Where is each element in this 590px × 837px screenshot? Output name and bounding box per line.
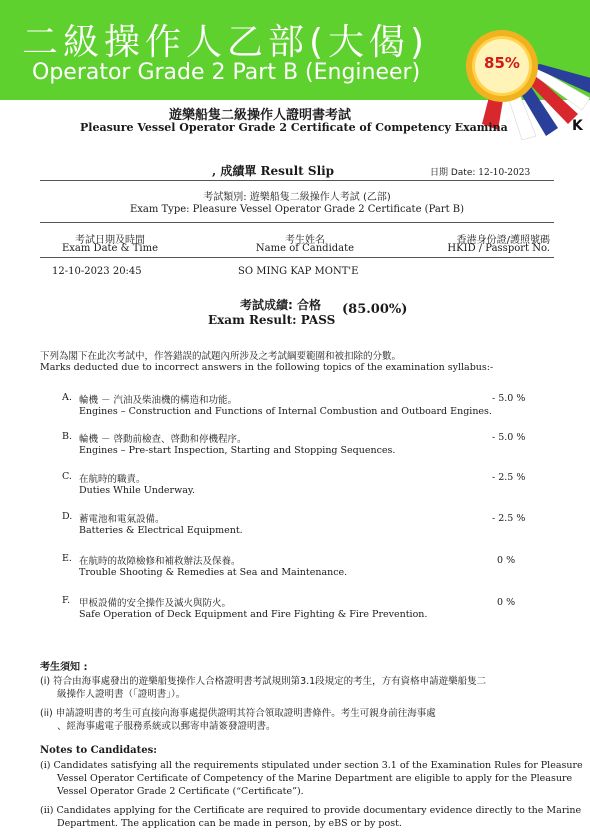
topic-title-en: Engines – Pre-start Inspection, Starting and Stopping Sequences.: [79, 445, 396, 456]
topic-title-en: Duties While Underway.: [79, 485, 195, 496]
topic-title-zh: 在航時的職責。: [79, 474, 146, 485]
topic-title-en: Safe Operation of Deck Equipment and Fire Fighting & Fire Prevention.: [79, 609, 428, 620]
topic-letter: D.: [62, 511, 73, 522]
date-label: 日期 Date:: [430, 168, 476, 178]
candidate-name-value: SO MING KAP MONT'E: [238, 266, 359, 277]
banner-title-zh: 二級操作人乙部(大偈): [22, 22, 430, 63]
column-header-id-zh: 香港身份證/護照號碼: [456, 235, 550, 246]
column-header-datetime-zh: 考試日期及時間: [75, 235, 145, 246]
slip-title: , 成績單 Result Slip: [212, 164, 335, 178]
slip-date: [430, 165, 530, 178]
column-header-name-zh: 考生姓名: [285, 235, 325, 246]
divider: [40, 180, 554, 181]
topic-letter: F.: [62, 595, 71, 606]
notes-title-en: Notes to Candidates:: [40, 745, 157, 756]
topic-letter: A.: [62, 392, 72, 403]
divider: [40, 222, 554, 223]
column-header-name-en: Name of Candidate: [255, 243, 355, 254]
note-en-1-line2: Vessel Operator Certificate of Competency of the Marine Department are eligible to apply for the Pleasure: [57, 773, 573, 784]
banner-title-en: Operator Grade 2 Part B (Engineer): [32, 60, 421, 85]
deduction-intro-en: Marks deducted due to incorrect answers in the following topics of the examination syllabus:-: [40, 362, 494, 373]
certificate-edge-letter: K: [572, 118, 583, 134]
exam-result-percent: (85.00%): [342, 302, 408, 317]
exam-result-en: Exam Result: PASS: [208, 313, 336, 327]
note-en-2-line2: Department. The application can be made in person, by eBS or by post.: [57, 818, 402, 829]
deduction-intro-zh: 下列為閣下在此次考試中，作答錯誤的試題內所涉及之考試綱要範圍和被扣除的分數。: [40, 351, 402, 362]
note-en-2-line1: (ii) Candidates applying for the Certificate are required to provide documentary evidence directly to the Marine: [40, 805, 582, 816]
topic-deduction: 0 %: [497, 555, 516, 566]
topic-title-zh: 輪機 － 啓動前檢查、啓動和停機程序。: [79, 434, 247, 445]
certificate-title-zh: 遊樂船隻二級操作人證明書考試: [168, 108, 351, 123]
topic-letter: E.: [62, 553, 72, 564]
topic-title-zh: 在航時的故障檢修和補救辦法及保養。: [79, 556, 241, 567]
note-en-1-line1: (i) Candidates satisfying all the requirements stipulated under section 3.1 of the Examination Rules for Pleasure: [40, 760, 583, 771]
note-zh-2-line1: (ii) 申請證明書的考生可直接向海事處提供證明其符合領取證明書條件。考生可親身前往海事處: [40, 708, 436, 719]
topic-letter: B.: [62, 431, 73, 442]
notes-title-zh: 考生須知 :: [40, 662, 88, 673]
topic-deduction: - 2.5 %: [492, 513, 526, 524]
topic-deduction: - 2.5 %: [492, 472, 526, 483]
topic-deduction: - 5.0 %: [492, 393, 526, 404]
topic-deduction: - 5.0 %: [492, 432, 526, 443]
topic-title-zh: 蓄電池和電氣設備。: [79, 514, 165, 525]
topic-title-zh: 輪機 － 汽油及柴油機的構造和功能。: [79, 395, 238, 406]
note-zh-2-line2: 、經海事處電子服務系統或以郵寄申請簽發證明書。: [57, 721, 276, 732]
topic-deduction: 0 %: [497, 597, 516, 608]
topic-title-zh: 甲板設備的安全操作及滅火與防火。: [79, 598, 232, 609]
topic-title-en: Trouble Shooting & Remedies at Sea and Maintenance.: [79, 567, 348, 578]
topic-title-en: Batteries & Electrical Equipment.: [79, 525, 243, 536]
topic-title-en: Engines – Construction and Functions of Internal Combustion and Outboard Engines.: [79, 406, 492, 417]
medal-percentage: 85%: [484, 54, 520, 72]
exam-type-en: Exam Type: Pleasure Vessel Operator Grade 2 Certificate (Part B): [129, 204, 465, 215]
note-zh-1-line1: (i) 符合由海事處發出的遊樂船隻操作人合格證明書考試規則第3.1段規定的考生，方有資格申請遊樂船隻二: [40, 676, 487, 687]
exam-type-zh: 考試類別: 遊樂船隻二級操作人考試 (乙部): [203, 192, 391, 203]
column-header-id-en: HKID / Passport No.: [447, 243, 550, 254]
exam-datetime-value: 12-10-2023 20:45: [52, 266, 142, 277]
column-header-datetime-en: Exam Date & Time: [61, 243, 158, 254]
date-value: 12-10-2023: [478, 168, 531, 178]
note-en-1-line3: Vessel Operator Grade 2 Certificate (“Certificate”).: [57, 786, 304, 797]
exam-result-zh: 考試成績: 合格: [240, 298, 321, 312]
topic-letter: C.: [62, 471, 72, 482]
note-zh-1-line2: 級操作人證明書（「證明書」）。: [57, 689, 186, 700]
divider: [40, 257, 554, 258]
certificate-title-en: Pleasure Vessel Operator Grade 2 Certificate of Competency Examina: [80, 121, 508, 134]
